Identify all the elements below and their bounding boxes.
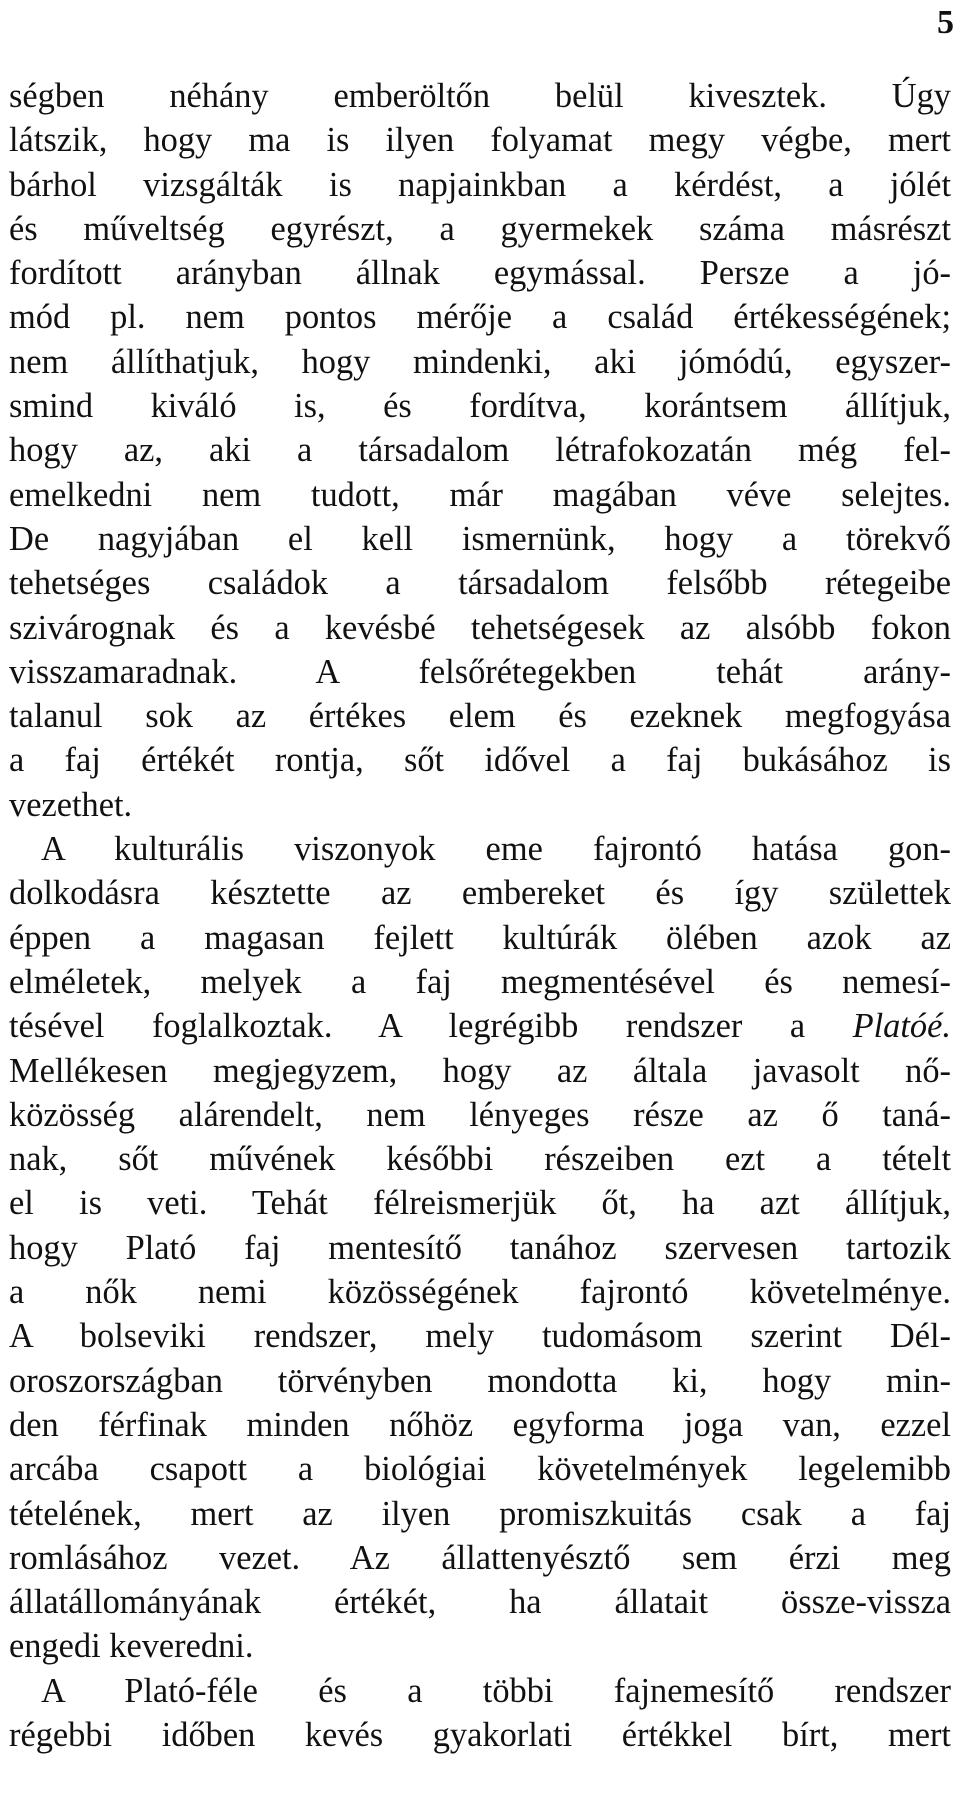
text-line xyxy=(9,340,951,384)
text-line xyxy=(9,517,951,561)
text-line-content: bárhol vizsgálták is napjainkban a kérdést, a jólét xyxy=(9,165,951,204)
text-line xyxy=(9,871,951,915)
text-line-content: Mellékesen megjegyzem, hogy az általa javasolt nő- xyxy=(9,1051,951,1090)
text-line-content: oroszországban törvényben mondotta ki, hogy min- xyxy=(9,1361,951,1400)
text-line-content: és műveltség egyrészt, a gyermekek száma másrészt xyxy=(9,209,951,248)
text-line-content: tésével foglalkoztak. A legrégibb rendszer a xyxy=(9,1007,853,1046)
text-line xyxy=(9,1049,951,1093)
italic-name: Platóé. xyxy=(852,1007,951,1046)
text-line-content: elméletek, melyek a faj megmentésével és nemesí- xyxy=(9,962,951,1001)
text-line xyxy=(9,1536,951,1580)
text-line xyxy=(9,783,951,827)
text-line xyxy=(9,251,951,295)
text-line-content: arcába csapott a biológiai követelmények legelemibb xyxy=(9,1450,951,1489)
text-line xyxy=(9,1226,951,1270)
text-line xyxy=(9,1314,951,1358)
text-line-content: A bolseviki rendszer, mely tudomásom szerint Dél- xyxy=(9,1317,951,1356)
text-line xyxy=(9,1403,951,1447)
text-line xyxy=(9,207,951,251)
text-line xyxy=(9,1580,951,1624)
text-line-content: vezethet. xyxy=(9,785,133,824)
text-line-content: régebbi időben kevés gyakorlati értékkel bírt, mert xyxy=(9,1715,951,1754)
text-line-content: A kulturális viszonyok eme fajrontó hatása gon- xyxy=(41,830,951,869)
text-line-content: tételének, mert az ilyen promiszkuitás csak a faj xyxy=(9,1494,951,1533)
text-line xyxy=(9,1447,951,1491)
text-line xyxy=(9,1270,951,1314)
text-line-content: fordított arányban állnak egymással. Persze a jó- xyxy=(9,254,951,293)
text-line xyxy=(9,1137,951,1181)
text-line xyxy=(9,163,951,207)
text-line xyxy=(9,1181,951,1225)
text-line-content: tehetséges családok a társadalom felsőbb rétegeibe xyxy=(9,564,951,603)
text-line-content: el is veti. Tehát félreismerjük őt, ha azt állítjuk, xyxy=(9,1184,951,1223)
body-text xyxy=(9,74,951,1757)
text-line xyxy=(9,738,951,782)
text-line xyxy=(9,1624,951,1668)
text-line xyxy=(9,1093,951,1137)
text-line-content: látszik, hogy ma is ilyen folyamat megy végbe, mert xyxy=(9,121,951,160)
text-line xyxy=(9,1669,951,1713)
text-line-content: hogy Plató faj mentesítő tanához szervesen tartozik xyxy=(9,1228,951,1267)
text-line-content: közösség alárendelt, nem lényeges része az ő taná- xyxy=(9,1095,951,1134)
page-number: 5 xyxy=(937,4,954,41)
text-line-content: nak, sőt művének későbbi részeiben ezt a tételt xyxy=(9,1140,951,1179)
text-line xyxy=(9,694,951,738)
text-line xyxy=(9,960,951,1004)
text-line xyxy=(9,916,951,960)
text-line-content: romlásához vezet. Az állattenyésztő sem érzi meg xyxy=(9,1538,951,1577)
text-line-content: visszamaradnak. A felsőrétegekben tehát arány- xyxy=(9,652,951,691)
text-line-content: mód pl. nem pontos mérője a család értékességének; xyxy=(9,298,951,337)
text-line xyxy=(9,295,951,339)
text-line-content: emelkedni nem tudott, már magában véve selejtes. xyxy=(9,475,951,514)
text-line xyxy=(9,606,951,650)
text-line-content: talanul sok az értékes elem és ezeknek megfogyása xyxy=(9,697,951,736)
text-line xyxy=(9,1492,951,1536)
text-line xyxy=(9,650,951,694)
text-line-content: a faj értékét rontja, sőt idővel a faj bukásához is xyxy=(9,741,951,780)
text-line-content: De nagyjában el kell ismernünk, hogy a törekvő xyxy=(9,519,951,558)
text-line-content: smind kiváló is, és fordítva, korántsem állítjuk, xyxy=(9,387,951,426)
text-line-content: szivárognak és a kevésbé tehetségesek az alsóbb fokon xyxy=(9,608,951,647)
text-line xyxy=(9,827,951,871)
text-line-content: A Plató-féle és a többi fajnemesítő rendszer xyxy=(41,1671,951,1710)
text-line-content: ségben néhány emberöltőn belül kivesztek. Úgy xyxy=(9,77,951,115)
text-line-content: den férfinak minden nőhöz egyforma joga van, ezzel xyxy=(9,1405,951,1444)
text-line xyxy=(9,1713,951,1757)
text-line-content: éppen a magasan fejlett kultúrák ölében azok az xyxy=(9,918,951,957)
text-line xyxy=(9,74,951,118)
text-line-content: engedi keveredni. xyxy=(9,1627,254,1666)
text-line-content: dolkodásra késztette az embereket és így születtek xyxy=(9,874,951,913)
text-line xyxy=(9,118,951,162)
text-line xyxy=(9,473,951,517)
text-line xyxy=(9,1359,951,1403)
text-line-content: állatállományának értékét, ha állatait össze-vissza xyxy=(9,1583,951,1622)
text-line xyxy=(9,561,951,605)
text-line-content: hogy az, aki a társadalom létrafokozatán még fel- xyxy=(9,431,951,470)
text-line xyxy=(9,384,951,428)
text-line xyxy=(9,1004,951,1048)
text-line-content: nem állíthatjuk, hogy mindenki, aki jómódú, egyszer- xyxy=(9,342,951,381)
text-line xyxy=(9,428,951,472)
text-line-content: a nők nemi közösségének fajrontó követelménye. xyxy=(9,1273,951,1312)
